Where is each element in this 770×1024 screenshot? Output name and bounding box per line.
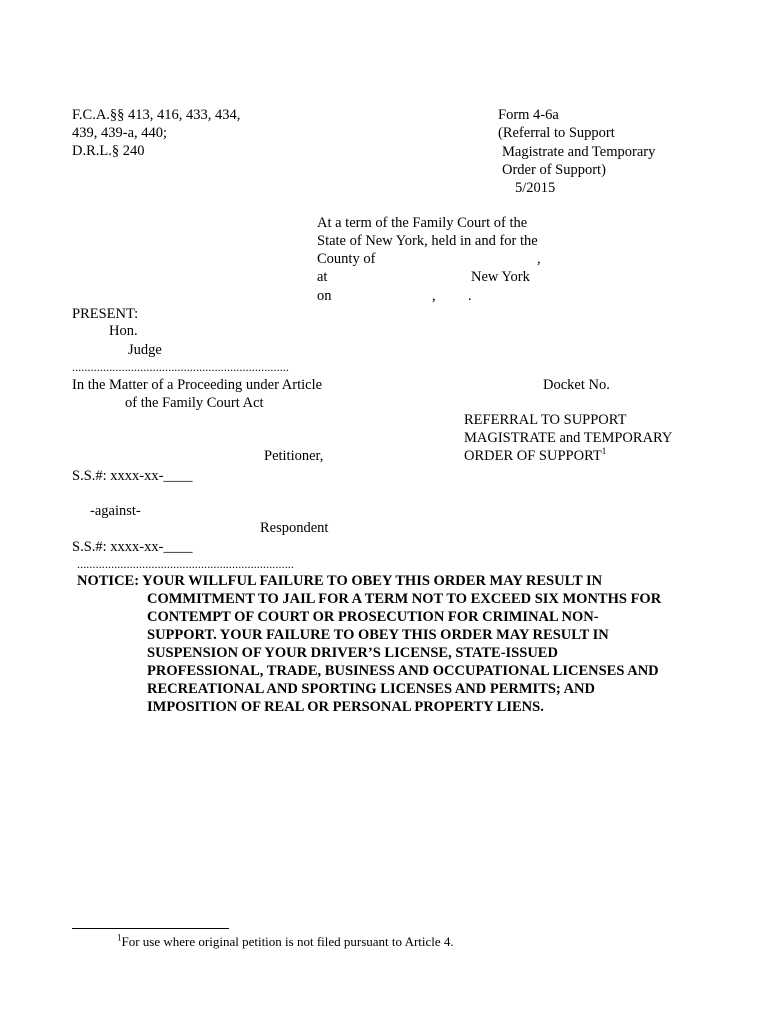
judge-label: Judge: [128, 342, 162, 358]
notice-line: RECREATIONAL AND SPORTING LICENSES AND PERMITS; AND: [147, 681, 595, 697]
document-title-line-1: REFERRAL TO SUPPORT: [464, 412, 627, 428]
notice-line: SUSPENSION OF YOUR DRIVER’S LICENSE, STATE-ISSUED: [147, 645, 558, 661]
form-number: Form 4-6a: [498, 107, 559, 123]
statute-citation-line-3: D.R.L.§ 240: [72, 143, 145, 159]
notice-line: PROFESSIONAL, TRADE, BUSINESS AND OCCUPATIONAL LICENSES AND: [147, 663, 659, 679]
petitioner-ssn: S.S.#: xxxx-xx-____: [72, 468, 193, 484]
matter-line-2: of the Family Court Act: [125, 395, 264, 411]
statute-citation-line-1: F.C.A.§§ 413, 416, 433, 434,: [72, 107, 241, 123]
footnote-reference-mark: 1: [601, 446, 607, 457]
notice-line: NOTICE: YOUR WILLFUL FAILURE TO OBEY THIS ORDER MAY RESULT IN: [77, 573, 603, 589]
on-date-comma: ,: [432, 288, 436, 304]
notice-line: SUPPORT. YOUR FAILURE TO OBEY THIS ORDER MAY RESULT IN: [147, 627, 609, 643]
respondent-label: Respondent: [260, 520, 329, 536]
statute-citation-line-2: 439, 439-a, 440;: [72, 125, 168, 141]
form-description-line-2: Magistrate and Temporary: [502, 144, 656, 160]
document-title-line-3: [464, 447, 606, 465]
caption-dotted-rule-bottom: ......................................................................: [77, 557, 294, 571]
county-comma: ,: [537, 251, 541, 267]
court-term-line-2: State of New York, held in and for the: [317, 233, 538, 249]
form-description-line-3: Order of Support): [502, 162, 606, 178]
county-label: County of: [317, 251, 376, 267]
against-label: -against-: [90, 503, 141, 519]
notice-line: COMMITMENT TO JAIL FOR A TERM NOT TO EXCEED SIX MONTHS FOR: [147, 591, 662, 607]
document-title-line-2: MAGISTRATE and TEMPORARY: [464, 430, 673, 446]
present-label: PRESENT:: [72, 306, 139, 322]
on-date-period: .: [468, 288, 472, 304]
form-description-line-1: (Referral to Support: [498, 125, 615, 141]
notice-line: CONTEMPT OF COURT OR PROSECUTION FOR CRIMINAL NON-: [147, 609, 599, 625]
on-label: on: [317, 288, 332, 304]
footnote: [117, 933, 454, 951]
honorable-label: Hon.: [109, 323, 138, 339]
notice-line: IMPOSITION OF REAL OR PERSONAL PROPERTY LIENS.: [147, 699, 544, 715]
petitioner-label: Petitioner,: [264, 448, 324, 464]
footnote-mark: 1: [117, 932, 122, 943]
document-title-text: ORDER OF SUPPORT: [464, 448, 602, 464]
footnote-separator: [72, 928, 229, 929]
footnote-text: For use where original petition is not filed pursuant to Article 4.: [121, 934, 454, 949]
notice-block: [77, 572, 717, 716]
court-term-line-1: At a term of the Family Court of the: [317, 215, 528, 231]
docket-number-label: Docket No.: [543, 377, 610, 393]
state-name: New York: [471, 269, 530, 285]
form-date: 5/2015: [515, 180, 556, 196]
matter-line-1: In the Matter of a Proceeding under Article: [72, 377, 323, 393]
caption-dotted-rule-top: ......................................................................: [72, 360, 289, 374]
at-label: at: [317, 269, 328, 285]
respondent-ssn: S.S.#: xxxx-xx-____: [72, 539, 193, 555]
